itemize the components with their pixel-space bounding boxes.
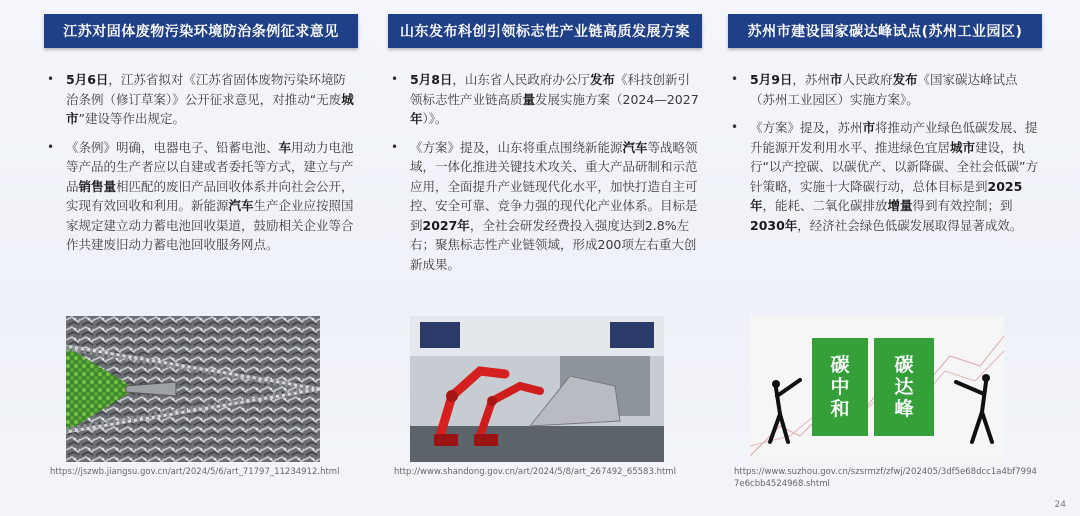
page-number: 24 xyxy=(1054,500,1066,510)
bullet-list xyxy=(728,70,1042,235)
robot-arm-factory-image xyxy=(410,316,664,462)
source-link[interactable]: https://www.suzhou.gov.cn/szsrmzf/zfwj/202405/3df5e68dcc1a4bf79947e6cbb4524968.shtml xyxy=(734,467,1037,489)
source-link[interactable]: http://www.shandong.gov.cn/art/2024/5/8/art_267492_65583.html xyxy=(394,467,676,477)
bullet-item: • 5月9日，苏州市人民政府发布《国家碳达峰试点（苏州工业园区）实施方案》。 xyxy=(750,70,1042,109)
bullet-list xyxy=(388,70,702,274)
bullet-item: • 《方案》提及，山东将重点围绕新能源汽车等战略领域，一体化推进关键技术攻关、重大产品研制和示范应用，全面提升产业链现代化水平，加快打造自主可控、安全可靠、竞争力强的现代化产业体系。目标是到2027年，全社会研发经费投入强度达到2.8%左右；聚焦标志性产业链领域，形成200项左右重大创新成果。 xyxy=(410,138,702,275)
carbon-puzzle-image xyxy=(750,316,1004,462)
bullet-list xyxy=(44,70,358,255)
puzzle-piece-right: 碳 达 峰 xyxy=(874,338,934,436)
news-column-suzhou xyxy=(728,14,1042,504)
bullet-item: • 《方案》提及，苏州市将推动产业绿色低碳发展、提升能源开发利用水平、推进绿色宜居城市建设，执行“以产控碳、以碳优产、以新降碳、全社会低碳”方针策略，实施十大降碳行动，总体目标是到2025年，能耗、二氧化碳排放增量得到有效控制；到2030年，经济社会绿色低碳发展取得显著成效。 xyxy=(750,118,1042,235)
news-column-jiangsu xyxy=(44,14,358,504)
source-link[interactable]: https://jszwb.jiangsu.gov.cn/art/2024/5/6/art_71797_11234912.html xyxy=(50,467,340,477)
bullet-item: • 5月6日，江苏省拟对《江苏省固体废物污染环境防治条例（修订草案）》公开征求意见，对推动“无废城市”建设等作出规定。 xyxy=(66,70,358,129)
bullet-item: • 5月8日，山东省人民政府办公厅发布《科技创新引领标志性产业链高质量发展实施方案（2024—2027年）》。 xyxy=(410,70,702,129)
column-title: 山东发布科创引领标志性产业链高质发展方案 xyxy=(388,14,702,48)
news-column-shandong xyxy=(388,14,702,504)
column-title: 苏州市建设国家碳达峰试点(苏州工业园区) xyxy=(728,14,1042,48)
column-title: 江苏对固体废物污染环境防治条例征求意见 xyxy=(44,14,358,48)
puzzle-piece-left: 碳 中 和 xyxy=(812,338,868,436)
bullet-item: • 《条例》明确，电器电子、铅蓄电池、车用动力电池等产品的生产者应以自建或者委托等方式，建立与产品销售量相匹配的废旧产品回收体系并向社会公开，实现有效回收和利用。新能源汽车生产企业应按照国家规定建立动力蓄电池回收渠道，鼓励相关企业等合作共建废旧动力蓄电池回收服务网点。 xyxy=(66,138,358,255)
scrap-metal-zipper-image xyxy=(66,316,320,462)
